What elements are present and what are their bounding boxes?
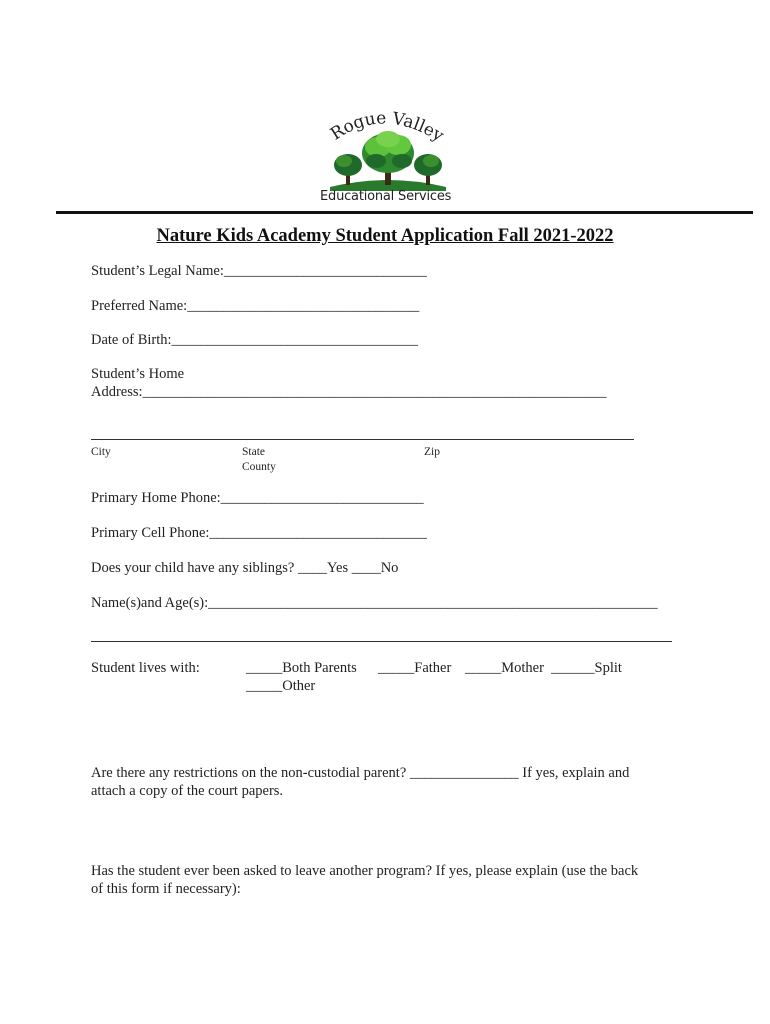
- zip-label: Zip: [424, 446, 440, 458]
- page-title: Nature Kids Academy Student Application Fall 2021-2022: [156, 226, 614, 246]
- address-line-2[interactable]: [91, 439, 634, 440]
- leave-program-question: Has the student ever been asked to leave another program? If yes, please explain (use the back: [91, 863, 639, 879]
- option-split[interactable]: ______Split: [551, 660, 622, 676]
- date-of-birth-field[interactable]: Date of Birth:__________________________________: [91, 332, 419, 348]
- legal-name-field[interactable]: Student’s Legal Name:____________________________: [91, 263, 427, 279]
- leave-program-question-cont: of this form if necessary):: [91, 881, 241, 897]
- header-divider: [56, 211, 753, 214]
- restrictions-question-cont: attach a copy of the court papers.: [91, 783, 284, 799]
- home-phone-field[interactable]: Primary Home Phone:____________________________: [91, 490, 424, 506]
- logo-arc-text: Rogue Valley: [327, 108, 448, 147]
- option-father[interactable]: _____Father: [378, 660, 452, 676]
- logo-subtitle: Educational Services: [320, 189, 452, 204]
- siblings-question[interactable]: Does your child have any siblings? ____Yes ____No: [91, 560, 399, 576]
- lives-with-label: Student lives with:: [91, 660, 200, 676]
- option-mother[interactable]: _____Mother: [465, 660, 544, 676]
- county-label: County: [242, 461, 276, 473]
- home-address-label: Student’s Home: [91, 366, 185, 382]
- restrictions-question[interactable]: Are there any restrictions on the non-custodial parent? _______________ If yes, explain and: [91, 765, 630, 781]
- cell-phone-field[interactable]: Primary Cell Phone:______________________________: [91, 525, 427, 541]
- preferred-name-field[interactable]: Preferred Name:________________________________: [91, 298, 420, 314]
- home-address-field[interactable]: Address:________________________________________________________________: [91, 384, 607, 400]
- city-label: City: [91, 446, 111, 458]
- state-label: State: [242, 446, 265, 458]
- option-both-parents[interactable]: _____Both Parents: [246, 660, 357, 676]
- names-ages-field[interactable]: Name(s)and Age(s):______________________________________________________________: [91, 595, 658, 611]
- option-other[interactable]: _____Other: [246, 678, 316, 694]
- names-ages-line-2[interactable]: [91, 641, 672, 642]
